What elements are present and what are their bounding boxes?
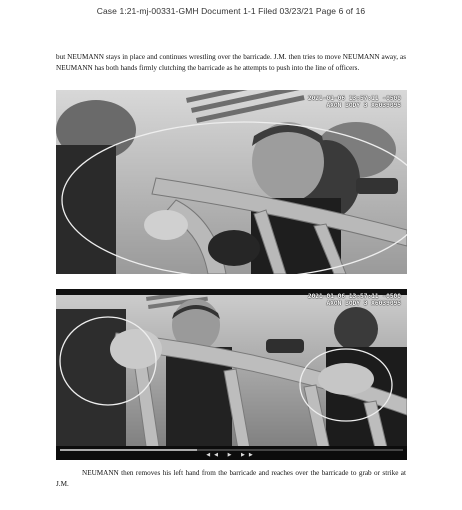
timestamp-line-1: 2021-01-06 13:57:11 -0500 — [307, 95, 401, 102]
bodycam-scene-top — [56, 90, 407, 274]
timestamp-line-2: AXON BODY 3 X6039095 — [326, 300, 401, 307]
skip-back-icon[interactable]: ◀◀ — [206, 452, 222, 458]
timestamp-line-2: AXON BODY 3 X6039095 — [326, 102, 401, 109]
bodycam-photo-bottom — [56, 289, 407, 460]
playback-buttons[interactable] — [56, 452, 407, 458]
bodycam-scene-bottom — [56, 289, 407, 460]
play-icon[interactable]: ▶ — [227, 452, 236, 458]
timestamp-line-1: 2021-01-06 13:57:11 -0500 — [307, 293, 401, 300]
video-player-controls — [56, 446, 407, 460]
page-header: Case 1:21-mj-00331-GMH Document 1-1 Filed 03/23/21 Page 6 of 16 — [96, 6, 366, 16]
bodycam-timestamp-bottom — [308, 293, 401, 307]
paragraph-bottom: NEUMANN then removes his left hand from the barricade and reaches over the barricade to grab or strike at J.M. — [56, 469, 406, 488]
video-progress-fill — [60, 449, 197, 451]
bodycam-photo-top — [56, 90, 407, 274]
bodycam-timestamp-top — [308, 95, 401, 109]
paragraph-top: but NEUMANN stays in place and continues wrestling over the barricade. J.M. then tries to move NEUMANN away, as NEUMANN has both hands firmly clutching the barricade as he attempts to push into the line of officers. — [56, 53, 406, 72]
video-progress-bar[interactable] — [60, 449, 403, 451]
skip-forward-icon[interactable]: ▶▶ — [241, 452, 257, 458]
